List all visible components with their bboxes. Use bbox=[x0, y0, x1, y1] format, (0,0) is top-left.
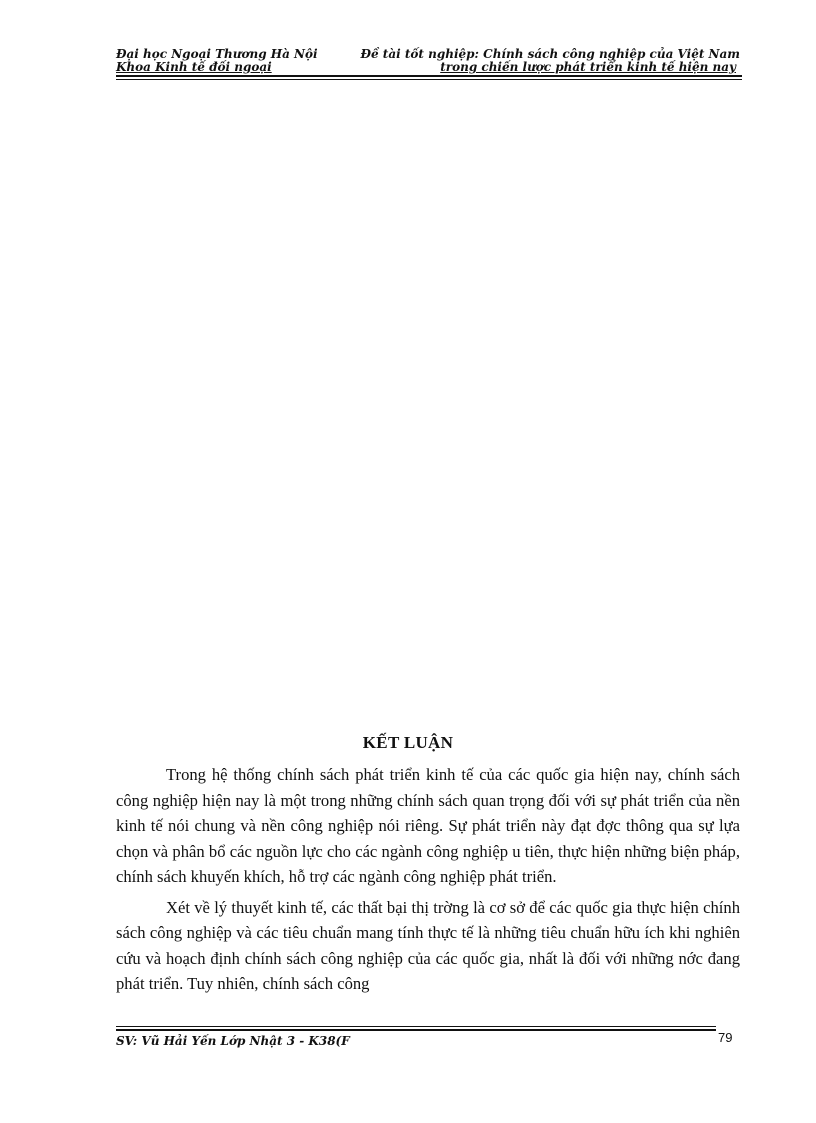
footer-rule-thin bbox=[116, 1026, 716, 1027]
header-faculty: Khoa Kinh tế đối ngoại bbox=[116, 60, 272, 74]
footer-rule-thick bbox=[116, 1029, 716, 1031]
header-thesis-subtitle: trong chiến lược phát triển kinh tế hiện nay bbox=[440, 60, 736, 74]
header-thesis-title: Đề tài tốt nghiệp: Chính sách công nghiệp của Việt Nam bbox=[360, 47, 740, 61]
paragraph: Xét về lý thuyết kinh tế, các thất bại thị trờng là cơ sở để các quốc gia thực hiện chính sách công nghiệp và các tiêu chuẩn mang tính thực tế là những tiêu chuẩn hữu ích khi nghiên cứu và hoạch định chính sách công nghiệp của các quốc gia, nhất là đối với những nớc đang phát triển. Tuy nhiên, chính sách công bbox=[116, 897, 740, 993]
header-rule-thick bbox=[116, 75, 742, 77]
footer-student: SV: Vũ Hải Yến Lớp Nhật 3 - K38(F bbox=[116, 1034, 350, 1048]
header-rule-thin bbox=[116, 79, 742, 80]
page-number: 79 bbox=[718, 1030, 733, 1045]
page-header bbox=[116, 48, 740, 74]
section-title: KẾT LUẬN bbox=[362, 733, 454, 752]
paragraph: Trong hệ thống chính sách phát triển kinh tế của các quốc gia hiện nay, chính sách công nghiệp hiện nay là một trong những chính sách quan trọng đối với sự phát triển của nền kinh tế nói chung và nền công nghiệp nói riêng. Sự phát triển này đạt đợc thông qua sự lựa chọn và phân bổ các nguồn lực cho các ngành công nghiệp u tiên, thực hiện những biện pháp, chính sách khuyến khích, hỗ trợ các ngành công nghiệp phát triển. bbox=[116, 765, 740, 886]
header-university: Đại học Ngoại Thương Hà Nội bbox=[116, 47, 318, 61]
body-text bbox=[116, 762, 740, 1002]
